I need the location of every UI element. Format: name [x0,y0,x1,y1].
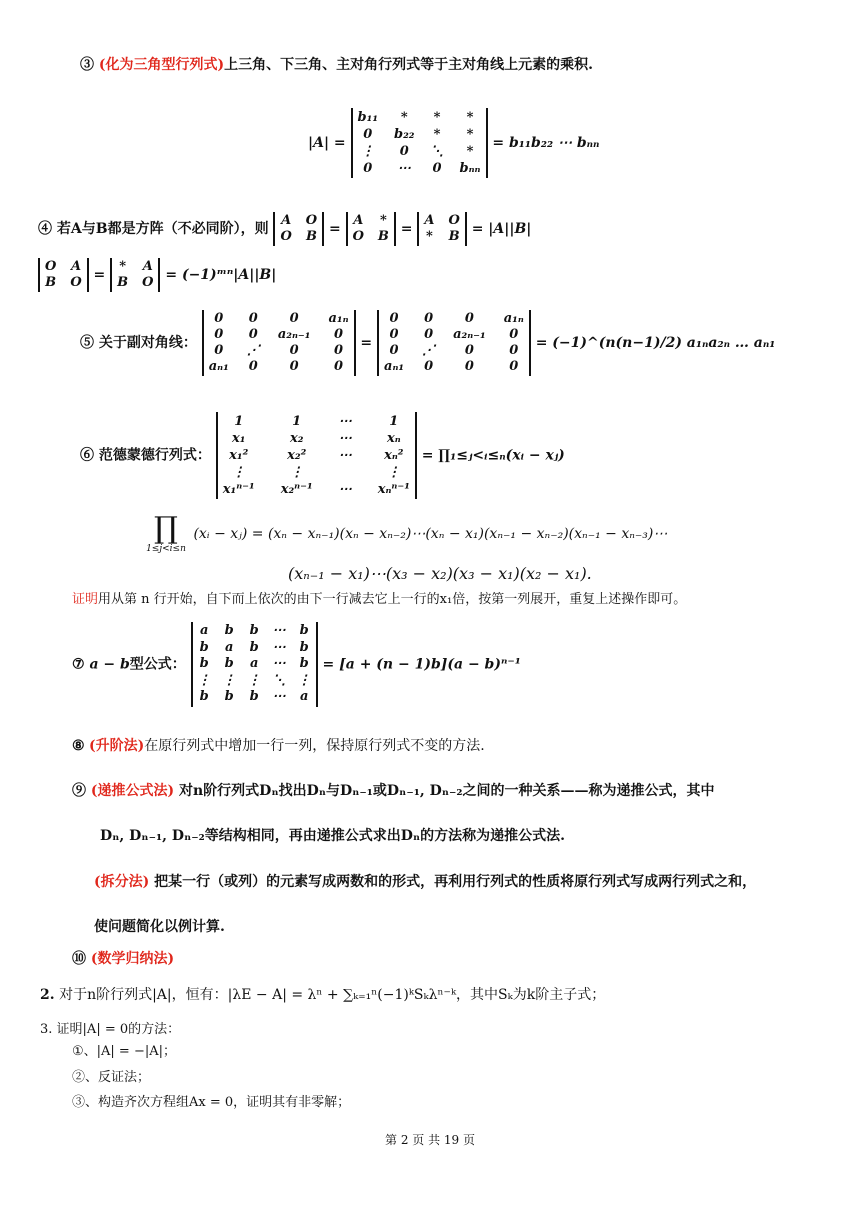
matrix-entry: * [119,259,127,274]
product-symbol: ∏ 1≤j<i≤n [146,511,186,554]
matrix-entry: b [249,623,259,638]
matrix-entry: x₁ [232,431,246,446]
formula-rhs: = (−1)^(n(n−1)/2) a₁ₙa₂ₙ … aₙ₁ [535,335,776,351]
split-method-line2 [94,916,225,936]
matrix-entry: xₙⁿ⁻¹ [377,482,410,497]
matrix-entry: ⋯ [338,482,352,497]
item-tag: (数学归纳法) [90,951,175,967]
matrix-entry: B [377,229,389,244]
a-b-determinant [191,622,318,707]
vandermonde-expansion-1 [143,511,668,554]
formula-rhs: = ∏₁≤ⱼ<ᵢ≤ₙ(xᵢ − xⱼ) [421,447,565,464]
matrix-entry: O [45,259,57,274]
matrix-entry: * [433,127,441,142]
matrix-entry: ⋯ [272,689,286,704]
matrix-entry: 0 [424,327,434,342]
expansion-text: (xᵢ − xⱼ) = (xₙ − xₙ₋₁)(xₙ − xₙ₋₂)⋯(xₙ − x₁)(xₙ₋₁ − xₙ₋₂)(xₙ₋₁ − xₙ₋₃)⋯ [193,526,668,542]
item-text: 使问题简化以例计算. [94,919,225,935]
formula-rhs: = [a + (n − 1)b](a − b)ⁿ⁻¹ [322,656,521,673]
matrix-entry: 0 [389,311,399,326]
matrix-entry: aₙ₁ [384,359,405,374]
matrix-entry: B [448,229,460,244]
item-3-heading [80,54,593,74]
proof-tag: 证明 [72,592,99,607]
matrix-entry: * [426,229,433,244]
matrix-entry: ⋮ [297,672,311,688]
matrix-entry: B [117,275,129,290]
matrix-entry: * [433,110,441,125]
matrix-entry: ⋮ [361,144,375,159]
formula-lhs: |A| = [308,135,346,151]
matrix-entry: * [466,144,474,159]
matrix-entry: x₁² [229,448,249,463]
matrix-entry: 0 [289,343,299,358]
matrix-entry: 0 [248,327,258,342]
matrix-entry: a [249,656,259,671]
item-label: 型公式： [129,656,186,673]
matrix-entry: 0 [289,359,299,374]
block-det-3 [417,212,466,246]
point-number: 3. [40,1022,53,1037]
vandermonde-determinant [216,412,417,499]
item-7 [72,622,521,707]
point-text: 证明|A| = 0的方法： [56,1022,181,1037]
matrix-entry: ⋮ [387,465,401,480]
point-3-item-1: ①、|A| = −|A|； [72,1044,177,1059]
matrix-entry: A [281,213,292,228]
item-number: ⑧ [72,738,85,754]
matrix-entry: O [305,213,318,228]
item-label: 范德蒙德行列式： [98,447,211,464]
matrix-entry: 0 [509,327,519,342]
matrix-entry: ⋯ [272,656,286,671]
item-4-line1: ④ 若A与B都是方阵（不必同阶），则 A O O B = A * O B = A O * B = |A||B| [38,213,532,244]
matrix-entry: 0 [333,343,344,358]
item-text: 把某一行（或列）的元素写成两数和的形式，再利用行列式的性质将原行列式写成两行列式之和， [154,874,757,890]
matrix-entry: 0 [248,311,258,326]
matrix-entry: 0 [389,327,399,342]
matrix-entry: O [352,229,364,244]
item-number: ⑨ [72,783,86,799]
item-6 [80,412,565,499]
matrix-entry: O [448,213,460,228]
matrix-entry: A [424,213,435,228]
matrix-entry: a₂ₙ₋₁ [277,327,311,342]
matrix-entry: O [142,275,154,290]
item-tag: (递推公式法) [90,783,175,799]
block-det-4 [38,258,89,292]
matrix-entry: 1 [234,414,244,429]
matrix-entry: 0 [214,343,224,358]
matrix-entry: xₙ² [384,448,404,463]
matrix-entry: b [199,656,209,671]
matrix-entry: 1 [292,414,302,429]
item-label-math: a − b [89,656,130,673]
matrix-entry: 1 [389,414,399,429]
matrix-entry: 0 [333,359,344,374]
matrix-entry: ⋮ [222,672,236,688]
formula-rhs: = |A||B| [471,221,532,237]
matrix-entry: ⋱ [430,144,444,159]
anti-diagonal-det-1 [202,310,356,376]
item-number: ③ [80,57,94,73]
matrix-entry: B [305,229,317,244]
matrix-entry: ⋮ [232,465,246,480]
point-3-item-2: ②、反证法； [72,1070,151,1085]
matrix-entry: ⋮ [290,465,304,480]
point-3-item-3: ③、构造齐次方程组Ax = 0，证明其有非零解； [72,1095,351,1110]
matrix-entry: 0 [464,311,474,326]
matrix-entry: aₙ₁ [208,359,229,374]
matrix-entry: a [199,623,209,638]
matrix-entry: a₁ₙ [328,311,349,326]
item-number: ④ [38,221,52,237]
item-text: 在原行列式中增加一行一列，保持原行列式不变的方法. [144,738,485,754]
matrix-entry: 0 [363,161,373,176]
item-text: 上三角、下三角、主对角行列式等于主对角线上元素的乘积. [224,57,593,73]
item-8 [72,735,485,755]
matrix-entry: 0 [248,359,258,374]
item-4-line2: O A B O = * A B O = (−1)ᵐⁿ|A||B| [38,258,276,292]
item-5: ⑤ 关于副对角线： 0 0 0 a₁ₙ 0 0 a₂ₙ₋₁ 0 0 ⋰ 0 0 aₙ₁ 0 0 0 = 0 0 0 a₁ₙ 0 0 a₂ₙ₋₁ 0 0 ⋰ 0 0 aₙ₁ 0 0 0 = (−1)^(n(n−1)/2) a₁ₙa₂ₙ … aₙ₁ [80,311,776,374]
item-label: 关于副对角线： [98,335,197,351]
matrix-entry: b [199,639,209,655]
block-det-1 [273,212,324,246]
matrix-entry: b₁₁ [357,110,379,125]
matrix-entry: 0 [424,359,434,374]
matrix-entry: ⋰ [246,343,260,358]
matrix-entry [339,464,352,481]
item-tag: (拆分法) [94,874,150,890]
matrix-entry: ⋱ [272,672,286,688]
matrix-entry: * [400,110,408,125]
matrix-entry: 0 [432,161,442,176]
matrix-entry: x₁ⁿ⁻¹ [222,482,255,497]
item-text: 对n阶行列式Dₙ找出Dₙ与Dₙ₋₁或Dₙ₋₁, Dₙ₋₂之间的一种关系——称为递推公式，其中 [179,783,715,799]
matrix-entry: a [224,639,234,655]
matrix-entry: ⋯ [338,448,352,463]
point-text: 对于n阶行列式|A|，恒有：|λE − A| = λⁿ + ∑ₖ₌₁ⁿ(−1)ᵏSₖλⁿ⁻ᵏ，其中Sₖ为k阶主子式； [59,987,606,1003]
formula-rhs: = b₁₁b₂₂ ⋯ bₙₙ [492,135,600,151]
matrix-entry: * [466,110,474,125]
vandermonde-proof [72,588,686,607]
matrix-entry: A [353,213,364,228]
matrix-entry: ⋯ [338,414,352,429]
matrix-entry: a₁ₙ [503,311,524,326]
matrix-entry: b [224,656,234,671]
matrix-entry: O [280,229,292,244]
matrix-entry: 0 [333,327,344,342]
item-tag: (升阶法) [89,738,145,754]
proof-text: 用从第 n 行开始，自下而上依次的由下一行减去它上一行的x₁倍，按第一列展开，重复上述操作即可。 [98,592,687,607]
triangular-det-formula [308,108,599,178]
matrix-entry: ⋯ [272,639,286,655]
matrix-entry: 0 [464,359,474,374]
point-3 [40,1018,180,1037]
triangular-determinant [351,108,488,178]
item-number: ⑩ [72,951,86,967]
item-text: 若A与B都是方阵（不必同阶），则 [56,221,269,237]
matrix-entry: b [224,623,234,638]
matrix-entry: b [299,639,309,655]
matrix-entry: x₂ [289,431,304,446]
item-number: ⑦ [72,656,85,673]
split-method-line1 [94,871,756,891]
matrix-entry: O [70,275,82,290]
matrix-entry: ⋯ [272,623,286,638]
item-number: ⑤ [80,335,94,351]
matrix-entry: 0 [509,359,519,374]
matrix-entry: 0 [214,311,224,326]
item-10 [72,948,174,968]
item-tag: (化为三角型行列式) [98,57,225,73]
matrix-entry: b [224,689,234,704]
matrix-entry: b₂₂ [394,127,415,142]
matrix-entry: B [45,275,57,290]
point-2 [40,984,605,1004]
matrix-entry: xₙ [386,431,401,446]
matrix-entry: A [142,259,153,274]
block-det-2 [346,212,396,246]
matrix-entry: 0 [389,343,399,358]
matrix-entry: 0 [464,343,474,358]
point-number: 2. [40,987,55,1003]
matrix-entry: * [380,213,387,228]
matrix-entry: ⋯ [338,431,352,446]
matrix-entry: 0 [289,311,299,326]
item-9-line1 [72,780,715,800]
matrix-entry: b [199,689,209,704]
block-det-5 [110,258,160,292]
matrix-entry: a [299,689,309,704]
matrix-entry: a₂ₙ₋₁ [453,327,486,342]
matrix-entry: b [249,639,259,655]
anti-diagonal-det-2 [377,310,531,376]
item-number: ⑥ [80,447,94,464]
matrix-entry: ⋯ [397,161,411,176]
matrix-entry: ⋮ [197,672,211,688]
matrix-entry: 0 [363,127,373,142]
matrix-entry: A [70,259,82,274]
matrix-entry: b [299,656,309,671]
matrix-entry: b [299,623,309,638]
matrix-entry: 0 [214,327,224,342]
item-text: Dₙ, Dₙ₋₁, Dₙ₋₂等结构相同，再由递推公式求出Dₙ的方法称为递推公式法. [100,828,566,844]
matrix-entry: 0 [399,144,409,159]
matrix-entry: 0 [509,343,519,358]
matrix-entry: ⋮ [247,672,261,688]
matrix-entry: x₂² [287,448,307,463]
matrix-entry: b [249,689,259,704]
matrix-entry: x₂ⁿ⁻¹ [280,482,313,497]
matrix-entry: ⋰ [422,343,436,358]
matrix-entry: bₙₙ [459,161,481,176]
matrix-entry: * [466,127,474,142]
item-9-line2 [100,825,565,845]
vandermonde-expansion-2 [288,564,592,583]
formula-rhs: = (−1)ᵐⁿ|A||B| [165,267,277,283]
page-footer: 第 2 页 共 19 页 [385,1133,475,1147]
expansion-text: (xₙ₋₁ − x₁)⋯(x₃ − x₂)(x₃ − x₁)(x₂ − x₁). [288,564,592,583]
matrix-entry: 0 [424,311,434,326]
